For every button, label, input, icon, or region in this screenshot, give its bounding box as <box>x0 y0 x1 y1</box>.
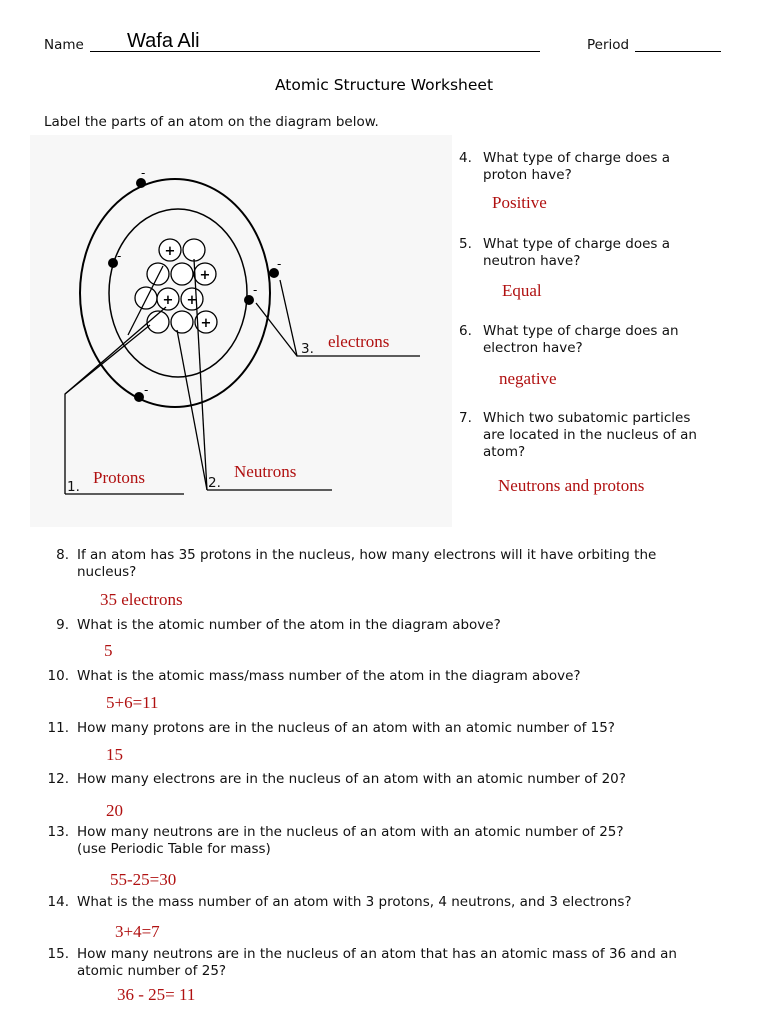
question-6 <box>459 323 679 357</box>
inner-orbit <box>109 209 247 377</box>
nucleon <box>171 263 193 285</box>
proton-plus-sign: + <box>162 293 174 308</box>
question-text: What type of charge does a <box>483 150 670 166</box>
question-text: Which two subatomic particles <box>483 410 691 426</box>
question-number: 13. <box>47 824 69 840</box>
answer-12[interactable]: 20 <box>106 801 123 820</box>
question-text: What is the atomic mass/mass number of the atom in the diagram above? <box>77 668 581 684</box>
neutrons-label-number: 2. <box>208 475 221 491</box>
answer-9[interactable]: 5 <box>104 641 113 660</box>
question-number: 7. <box>459 410 472 426</box>
question-9 <box>35 617 501 634</box>
neutrons-answer[interactable]: Neutrons <box>234 462 297 481</box>
answer-5[interactable]: Equal <box>502 281 542 300</box>
question-text: What type of charge does an <box>483 323 679 339</box>
electron-minus-sign: - <box>141 166 146 180</box>
question-8 <box>35 547 656 581</box>
answer-10[interactable]: 5+6=11 <box>106 693 159 712</box>
question-number: 12. <box>47 771 69 787</box>
question-text: What type of charge does a <box>483 236 670 252</box>
question-text: How many protons are in the nucleus of an atom with an atomic number of 15? <box>77 720 615 736</box>
period-label: Period <box>587 37 630 53</box>
question-15 <box>35 946 677 980</box>
question-14 <box>35 894 632 911</box>
question-number: 6. <box>459 323 472 339</box>
question-text: are located in the nucleus of an <box>483 427 697 443</box>
question-5 <box>459 236 670 270</box>
electrons-answer[interactable]: electrons <box>328 332 390 351</box>
electron-minus-sign: - <box>277 257 282 271</box>
proton-plus-sign: + <box>200 316 212 331</box>
proton-plus-sign: + <box>164 244 176 259</box>
nucleon <box>135 287 157 309</box>
electron-minus-sign: - <box>144 383 149 397</box>
answer-6[interactable]: negative <box>499 369 557 388</box>
question-7 <box>459 410 697 461</box>
question-text: atom? <box>483 444 526 460</box>
question-number: 4. <box>459 150 472 166</box>
electron-dot <box>134 392 144 402</box>
question-text: How many neutrons are in the nucleus of an atom that has an atomic mass of 36 and an <box>77 946 677 962</box>
electrons-label-number: 3. <box>301 341 314 357</box>
protons-answer[interactable]: Protons <box>93 468 145 487</box>
question-text: What is the atomic number of the atom in the diagram above? <box>77 617 501 633</box>
question-text: atomic number of 25? <box>77 963 227 979</box>
answer-11[interactable]: 15 <box>106 745 123 764</box>
answer-4[interactable]: Positive <box>492 193 547 212</box>
question-12 <box>35 771 626 788</box>
answer-7[interactable]: Neutrons and protons <box>498 476 645 495</box>
question-number: 8. <box>56 547 69 563</box>
instructions: Label the parts of an atom on the diagram below. <box>44 114 379 130</box>
question-text: What is the mass number of an atom with 3 protons, 4 neutrons, and 3 electrons? <box>77 894 632 910</box>
proton-plus-sign: + <box>199 268 211 283</box>
electron-minus-sign: - <box>117 249 122 263</box>
question-number: 14. <box>47 894 69 910</box>
answer-14[interactable]: 3+4=7 <box>115 922 160 941</box>
answer-13[interactable]: 55-25=30 <box>110 870 177 889</box>
question-13 <box>35 824 624 858</box>
proton-plus-sign: + <box>186 293 198 308</box>
question-10 <box>35 668 581 685</box>
page-title: Atomic Structure Worksheet <box>274 76 494 94</box>
question-4 <box>459 150 670 184</box>
question-text: nucleus? <box>77 564 137 580</box>
name-label: Name <box>44 37 84 53</box>
electron-minus-sign: - <box>253 283 258 297</box>
question-number: 9. <box>56 617 69 633</box>
answer-8[interactable]: 35 electrons <box>100 590 183 609</box>
question-number: 10. <box>47 668 69 684</box>
question-text: (use Periodic Table for mass) <box>77 841 271 857</box>
protons-label-number: 1. <box>67 479 80 495</box>
nucleon <box>183 239 205 261</box>
question-text: neutron have? <box>483 253 581 269</box>
question-text: How many neutrons are in the nucleus of an atom with an atomic number of 25? <box>77 824 624 840</box>
question-text: proton have? <box>483 167 572 183</box>
nucleon <box>171 311 193 333</box>
question-number: 15. <box>47 946 69 962</box>
name-value[interactable]: Wafa Ali <box>127 30 200 52</box>
answer-15[interactable]: 36 - 25= 11 <box>117 985 196 1004</box>
nucleon <box>147 263 169 285</box>
question-11 <box>35 720 615 737</box>
question-number: 5. <box>459 236 472 252</box>
question-text: If an atom has 35 protons in the nucleus, how many electrons will it have orbiting the <box>77 547 657 563</box>
question-number: 11. <box>47 720 69 736</box>
question-text: electron have? <box>483 340 583 356</box>
question-text: How many electrons are in the nucleus of an atom with an atomic number of 20? <box>77 771 626 787</box>
